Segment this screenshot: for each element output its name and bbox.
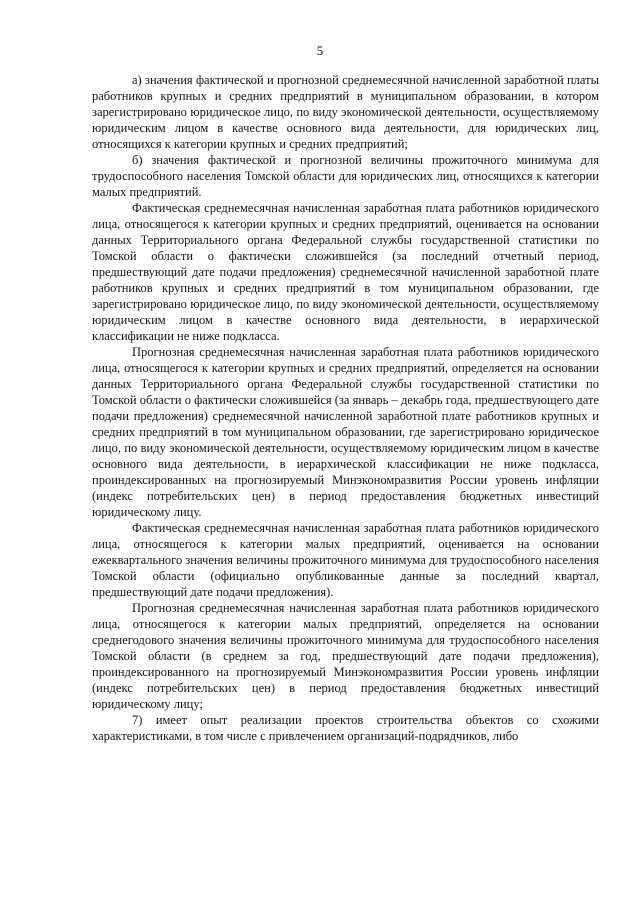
document-body <box>92 72 599 744</box>
page-number: 5 <box>316 43 324 58</box>
paragraph-forecast-salary-small: Прогнозная среднемесячная начисленная заработная плата работников юридического лица, относящегося к категории малых предприятий, определяется на основании среднегодового значения величины прожиточного минимума для трудоспособного населения Томской области (в среднем за год, предшествующий дате подачи предложения), проиндексированного на прогнозируемый Минэкономразвития России уровень инфляции (индекс потребительских цен) в период предоставления бюджетных инвестиций юридическому лицу; <box>92 601 599 711</box>
paragraph-actual-salary-large: Фактическая среднемесячная начисленная заработная плата работников юридического лица, относящегося к категории крупных и средних предприятий, оценивается на основании данных Территориального органа Федеральной службы государственной статистики по Томской области о фактически сложившейся (за последний отчетный период, предшествующий дате подачи предложения) среднемесячной начисленной заработной плате работников крупных и средних предприятий в том муниципальном образовании, где зарегистрировано юридическое лицо, по виду экономической деятельности, осуществляемому юридическим лицом в качестве основного вида деятельности, в иерархической классификации не ниже подкласса. <box>92 201 599 343</box>
paragraph-forecast-salary-large: Прогнозная среднемесячная начисленная заработная плата работников юридического лица, относящегося к категории крупных и средних предприятий, определяется на основании данных Территориального органа Федеральной службы государственной статистики по Томской области о фактически сложившейся (за январь – декабрь года, предшествующего дате подачи предложения) среднемесячной начисленной заработной плате работников крупных и средних предприятий в том муниципальном образовании, где зарегистрировано юридическое лицо, по виду экономической деятельности, осуществляемому юридическим лицом в качестве основного вида деятельности, в иерархической классификации не ниже подкласса, проиндексированных на прогнозируемый Минэкономразвития России уровень инфляции (индекс потребительских цен) в период предоставления бюджетных инвестиций юридическому лицу. <box>92 345 599 519</box>
paragraph-actual-salary-small: Фактическая среднемесячная начисленная заработная плата работников юридического лица, относящегося к категории малых предприятий, оценивается на основании ежеквартального значения величины прожиточного минимума для трудоспособного населения Томской области (официально опубликованные данные за последний квартал, предшествующий дате подачи предложения). <box>92 521 599 599</box>
paragraph-item-a: а) значения фактической и прогнозной среднемесячной начисленной заработной платы работников крупных и средних предприятий в муниципальном образовании, в котором зарегистрировано юридическое лицо, по виду экономической деятельности, осуществляемому юридическим лицом в качестве основного вида деятельности, для юридических лиц, относящихся к категории крупных и средних предприятий; <box>92 73 599 151</box>
paragraph-item-7: 7) имеет опыт реализации проектов строительства объектов со схожими характеристиками, в том числе с привлечением организаций-подрядчиков, либо <box>92 713 599 743</box>
paragraph-item-b: б) значения фактической и прогнозной величины прожиточного минимума для трудоспособного населения Томской области для юридических лиц, относящихся к категории малых предприятий. <box>92 153 599 199</box>
